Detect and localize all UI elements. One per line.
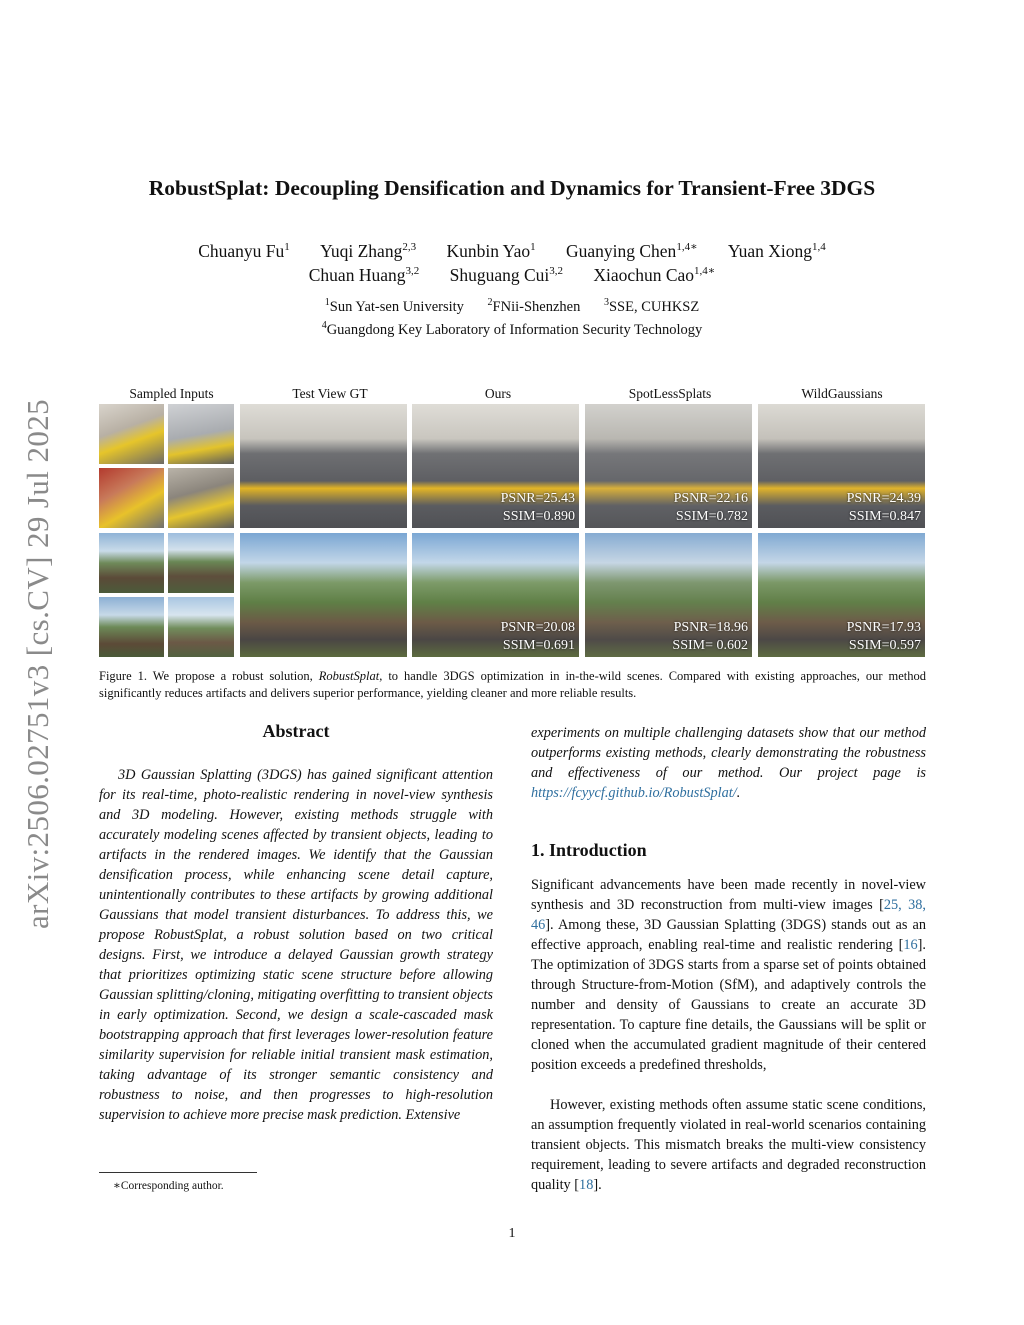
test-view-gt-image <box>240 533 407 657</box>
column-label-ours: Ours <box>484 386 512 401</box>
ours-result-image <box>412 533 579 657</box>
abstract-text: 3D Gaussian Splatting (3DGS) has gained significant attention for its real-time, photo-realistic rendering in novel-view synthesis and 3D modeling. However, existing methods struggle with accurately modeling scenes affected by transient objects, leading to artifacts in the rendered images. We identify that the Gaussian densification process, while enhancing scene detail capture, unintentionally contributes to these artifacts by growing additional Gaussians that model transient disturbances. To address this, we propose RobustSplat, a robust solution based on two critical designs. First, we introduce a delayed Gaussian growth strategy that prioritizes optimizing static scene structure before allowing Gaussian splitting/cloning, mitigating overfitting to transient objects in early optimization. Second, we design a scale-cascaded mask bootstrapping approach that first leverages lower-resolution feature similarity supervision for reliable initial transient mask estimation, taking advantage of its stronger semantic consistency and robustness to noise, and then progresses to high-resolution supervision to achieve more precise mask prediction. Extensive <box>99 767 493 1123</box>
sampled-input-thumbnail <box>99 533 164 593</box>
sampled-input-thumbnail <box>168 468 234 528</box>
affiliation: $^3$SSE, CUHKSZ <box>603 297 700 315</box>
sampled-input-thumbnail <box>99 468 164 528</box>
page-number: 1 <box>508 1226 516 1241</box>
test-view-gt-image <box>240 404 407 528</box>
abstract-continuation: experiments on multiple challenging datasets show that our method outperforms existing methods, clearly demonstrating the robustness and effectiveness of our method. Our project page is https://fcyycf.github.io/RobustSplat/. <box>531 725 926 801</box>
author: Yuan Xiong$^{1,4}$ <box>727 240 826 261</box>
column-label-spotlesssplats: SpotLessSplats <box>628 386 712 401</box>
metrics-label: PSNR=25.43 SSIM=0.890 <box>500 491 575 524</box>
footnote: ∗Corresponding author. <box>113 1180 224 1192</box>
author: Chuanyu Fu$^1$ <box>198 240 290 261</box>
column-label-sampled-inputs: Sampled Inputs <box>129 386 214 401</box>
metrics-label: PSNR=18.96 SSIM= 0.602 <box>672 620 748 653</box>
citation-link[interactable]: 25, 38, 46 <box>531 897 926 933</box>
introduction-heading: 1. Introduction <box>531 840 647 860</box>
arxiv-identifier-text: arXiv:2506.02751v3 [cs.CV] 29 Jul 2025 <box>20 398 55 930</box>
authors-line-1 <box>0 240 1024 262</box>
author: Chuan Huang$^{3,2}$ <box>308 264 420 285</box>
sampled-input-thumbnail <box>168 404 234 464</box>
author: Shuguang Cui$^{3,2}$ <box>449 264 564 285</box>
column-label-wildgaussians: WildGaussians <box>801 386 883 401</box>
paper-title: RobustSplat: Decoupling Densification and Dynamics for Transient-Free 3DGS <box>148 176 876 200</box>
author: Yuqi Zhang$^{2,3}$ <box>320 240 417 261</box>
introduction-paragraph-2: However, existing methods often assume static scene conditions, an assumption frequently violated in real-world scenarios containing transient objects. This mismatch breaks the multi-view consistency requirement, leading to severe artifacts and degraded reconstruction quality [18]. <box>531 1097 926 1193</box>
affiliation: $^1$Sun Yat-sen University <box>324 297 464 315</box>
footnote-rule <box>99 1172 257 1173</box>
metrics-label: PSNR=24.39 SSIM=0.847 <box>846 491 921 524</box>
sampled-input-thumbnail <box>99 597 164 657</box>
author: Guanying Chen$^{1,4∗}$ <box>565 240 698 261</box>
wildgaussians-result-image <box>758 404 925 528</box>
metrics-label: PSNR=20.08 SSIM=0.691 <box>500 620 575 653</box>
wildgaussians-result-image <box>758 533 925 657</box>
author: Xiaochun Cao$^{1,4∗}$ <box>593 264 716 285</box>
metrics-label: PSNR=22.16 SSIM=0.782 <box>673 491 748 524</box>
sampled-input-thumbnail <box>168 533 234 593</box>
ours-result-image <box>412 404 579 528</box>
citation-link[interactable]: 18 <box>579 1177 594 1193</box>
affiliation: $^2$FNii-Shenzhen <box>487 297 581 315</box>
affiliations-line-1 <box>0 297 1024 316</box>
column-label-test-view-gt: Test View GT <box>292 386 368 401</box>
author: Kunbin Yao$^1$ <box>446 240 536 261</box>
affiliations-line-2: $^4$Guangdong Key Laboratory of Information Security Technology <box>321 320 703 338</box>
introduction-paragraph-1: Significant advancements have been made recently in novel-view synthesis and 3D reconstruction from multi-view images [25, 38, 46]. Among these, 3D Gaussian Splatting (3DGS) stands out as an effective approach, enabling real-time and realistic rendering [16]. The optimization of 3DGS starts from a sparse set of points obtained through Structure-from-Motion (SfM), and adaptively controls the number and density of Gaussians to create an accurate 3D representation. To capture fine details, the Gaussians will be split or cloned when the accumulated gradient magnitude of their centered position exceeds a predefined thresholds, <box>531 877 926 1073</box>
sampled-input-thumbnail <box>168 597 234 657</box>
spotlesssplats-result-image <box>585 533 752 657</box>
spotlesssplats-result-image <box>585 404 752 528</box>
sampled-input-thumbnail <box>99 404 164 464</box>
authors-line-2 <box>0 264 1024 286</box>
figure-caption: Figure 1. We propose a robust solution, RobustSplat, to handle 3DGS optimization in in-the-wild scenes. Compared with existing approaches, our method significantly reduces artifacts and delivers superior performance, yielding cleaner and more reliable results. <box>99 669 926 700</box>
arxiv-identifier <box>12 368 64 960</box>
citation-link[interactable]: 16 <box>903 937 918 953</box>
metrics-label: PSNR=17.93 SSIM=0.597 <box>846 620 921 653</box>
project-page-link[interactable]: https://fcyycf.github.io/RobustSplat/ <box>531 785 737 801</box>
abstract-heading: Abstract <box>262 721 330 741</box>
